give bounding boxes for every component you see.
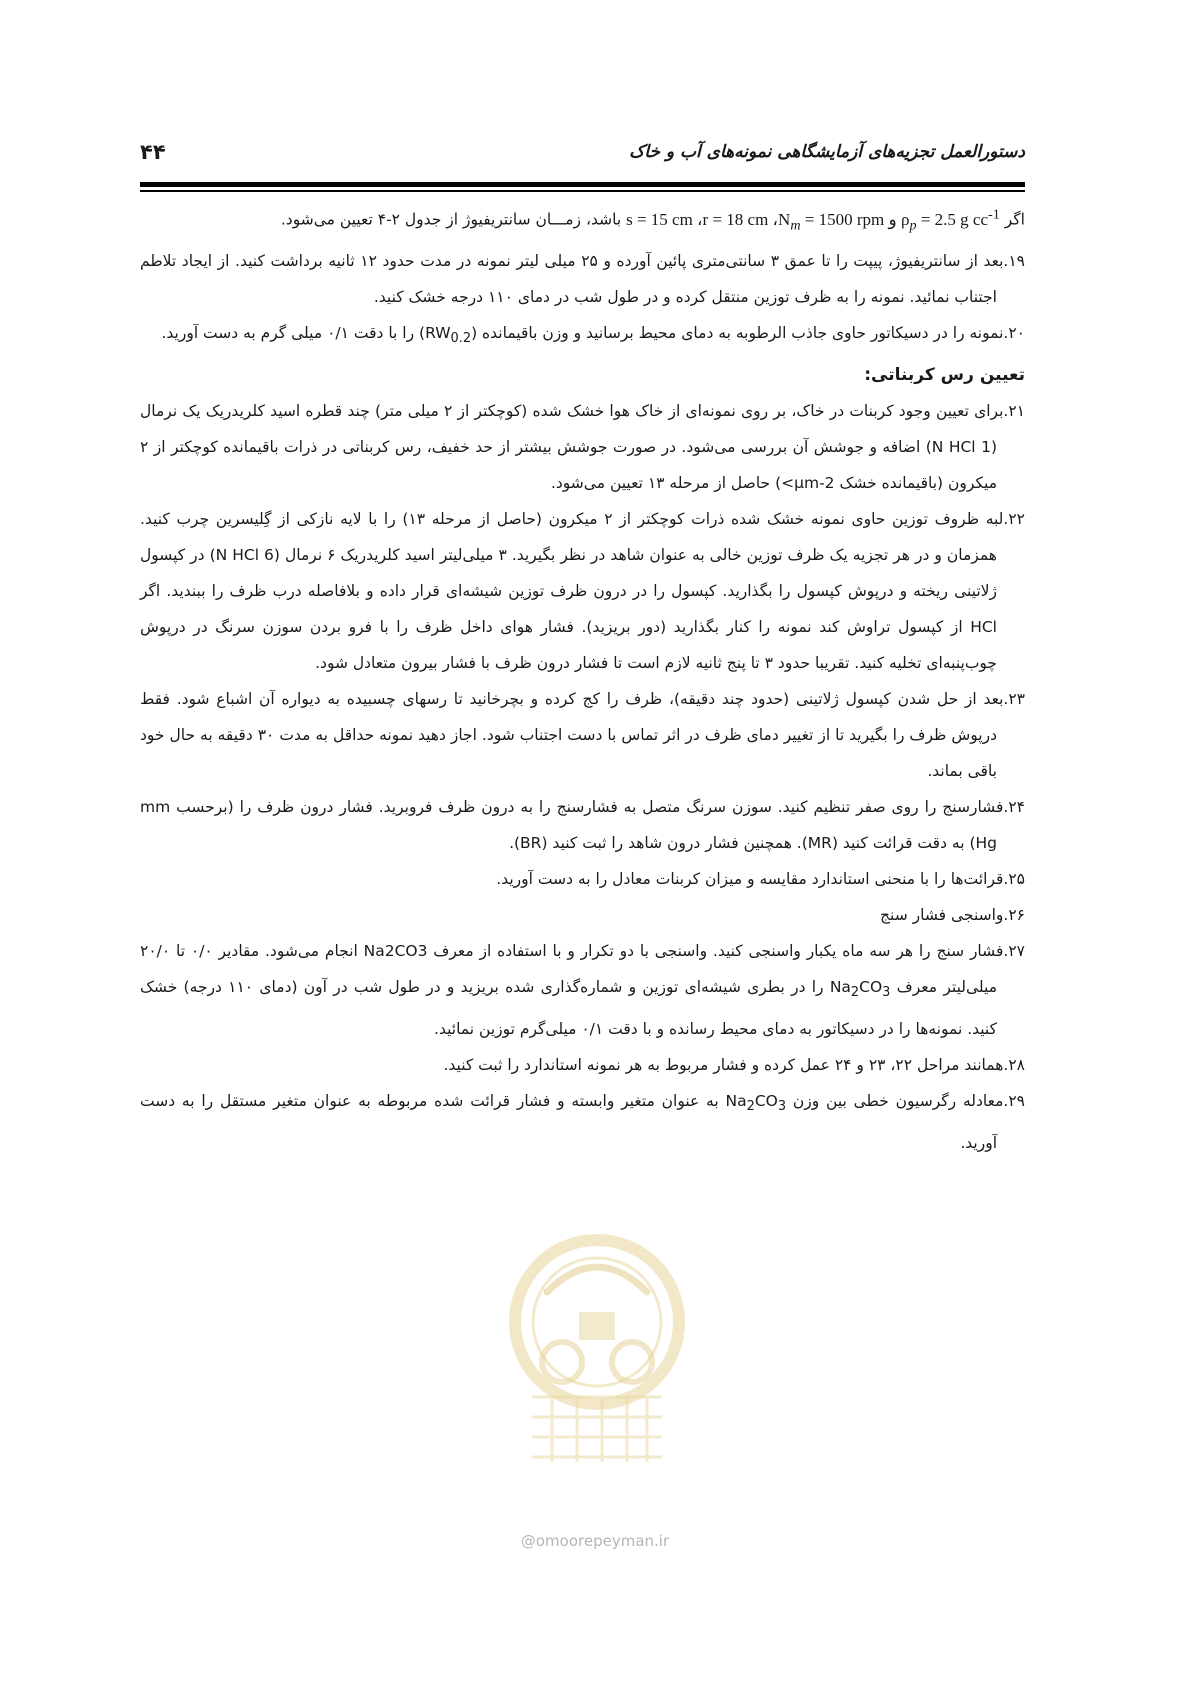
step-26: ۲۶.واسنجی فشار سنج	[880, 906, 1025, 925]
step-19: ۱۹.بعد از سانتریفیوژ، پیپت را تا عمق ۳ سانتی‌متری پائین آورده و ۲۵ میلی لیتر نمونه در مدت حدود ۱۲ ثانیه برداشت کنید. از ایجاد تلاطم اجتناب نمائید. نمونه را به ظرف توزین منتقل کرده و در طول شب در دمای ۱۱۰ درجه خشک کنید.	[140, 252, 1026, 307]
intro-paragraph: اگر s = 15 cm ،r = 18 cm $،N_m = 1500$ rpm و $\rho_p = 2.5$ g $cc^{-1}$ باشد، زمـــان سانتریفیوژ از جدول ۲-۴ تعیین می‌شود.	[280, 206, 1025, 234]
step-24: ۲۴.فشارسنج را روی صفر تنظیم کنید. سوزن سرنگ متصل به فشارسنج را به درون ظرف فروبرید. فشار درون ظرف را (برحسب mm Hg) به دقت قرائت کنید (MR). همچنین فشار درون شاهد را ثبت کنید (BR).	[140, 798, 1025, 853]
step-27: ۲۷.فشار سنج را هر سه ماه یکبار واسنجی کنید. واسنجی با دو تکرار و با استفاده از معرف Na2CO3 انجام می‌شود. مقادیر ۰/۰ تا ۲۰/۰ میلی‌لیتر معرف $Na_2CO_3$ را در بطری شیشه‌ای توزین و شماره‌گذاری شده بریزید و در طول شب در آون (دمای ۱۱۰ درجه) خشک کنید. نمونه‌ها را در دسیکاتور به دمای محیط رسانده و با دقت ۰/۱ میلی‌گرم توزین نمائید.	[140, 942, 1025, 1039]
step-28: ۲۸.همانند مراحل ۲۲، ۲۳ و ۲۴ عمل کرده و فشار مربوط به هر نمونه استاندارد را ثبت کنید.	[443, 1056, 1025, 1075]
body-text	[140, 196, 1025, 1161]
page-number: ۴۴	[140, 140, 166, 164]
step-22: ۲۲.لبه ظروف توزین حاوی نمونه خشک شده ذرات کوچکتر از ۲ میکرون (حاصل از مرحله ۱۳) را با لایه نازکی از گِلیسرین چرب کنید. همزمان و در هر تجزیه یک ظرف توزین خالی به عنوان شاهد در نظر بگیرید. ۳ میلی‌لیتر اسید کلریدریک ۶ نرمال (6 N HCl) در کپسول ژلاتینی ریخته و درپوش کپسول را بگذارید. کپسول را در درون ظرف توزین شیشه‌ای قرار داده و بلافاصله درب ظرف را ببندید. اگر HCl از کپسول تراوش کند نمونه را کنار بگذارید (دور بریزید). فشار هوای داخل ظرف را با فرو بردن سوزن سرنگ در درپوش چوب‌پنبه‌ای تخلیه کنید. تقریبا حدود ۳ تا پنج ثانیه لازم است تا فشار درون ظرف با فشار بیرون متعادل شود.	[140, 510, 1026, 673]
step-20: ۲۰.نمونه را در دسیکاتور حاوی جاذب الرطوبه به دمای محیط برسانید و وزن باقیمانده $(RW_{0.2})$ را با دقت ۰/۱ میلی گرم به دست آورید.	[161, 324, 1025, 347]
step-25: ۲۵.قرائت‌ها را با منحنی استاندارد مقایسه و میزان کربنات معادل را به دست آورید.	[496, 870, 1025, 889]
section-heading: تعیین رس کربناتی:	[864, 365, 1025, 386]
header-rule-thick	[140, 182, 1025, 187]
page-header	[140, 140, 1025, 170]
step-29: ۲۹.معادله رگرسیون خطی بین وزن $Na_2CO_3$ به عنوان متغیر وابسته و فشار قرائت شده مربوطه به عنوان متغیر مستقل را به دست آورید.	[140, 1092, 1025, 1153]
header-rule-thin	[140, 190, 1025, 192]
step-21: ۲۱.برای تعیین وجود کربنات در خاک، بر روی نمونه‌ای از خاک هوا خشک شده (کوچکتر از ۲ میلی متر) چند قطره اسید کلریدریک یک نرمال (1 N HCl) اضافه و جوشش آن بررسی می‌شود. در صورت جوشش بیشتر از حد خفیف، رس کربناتی در ذرات باقیمانده کوچکتر از ۲ میکرون (باقیمانده خشک 2-μm>) حاصل از مرحله ۱۳ تعیین می‌شود.	[140, 402, 1025, 493]
formula: s = 15 cm ،r = 18 cm $،N_m = 1500$ rpm و $\rho_p = 2.5$ g $cc^{-1}$	[626, 206, 1000, 234]
running-title: دستورالعمل تجزیه‌های آزمایشگاهی نمونه‌های آب و خاک	[629, 142, 1025, 162]
step-23: ۲۳.بعد از حل شدن کپسول ژلاتینی (حدود چند دقیقه)، ظرف را کج کرده و بچرخانید تا رسهای چسبیده به دیواره آن اشباع شود. فقط درپوش ظرف را بگیرید تا از تغییر دمای ظرف در اثر تماس با دست اجتناب شود. اجاز دهید نمونه حداقل به مدت ۳۰ دقیقه به حال خود باقی بماند.	[140, 690, 1025, 781]
watermark-logo	[487, 1222, 707, 1472]
watermark-url: @omoorepeyman.ir	[520, 1532, 670, 1550]
